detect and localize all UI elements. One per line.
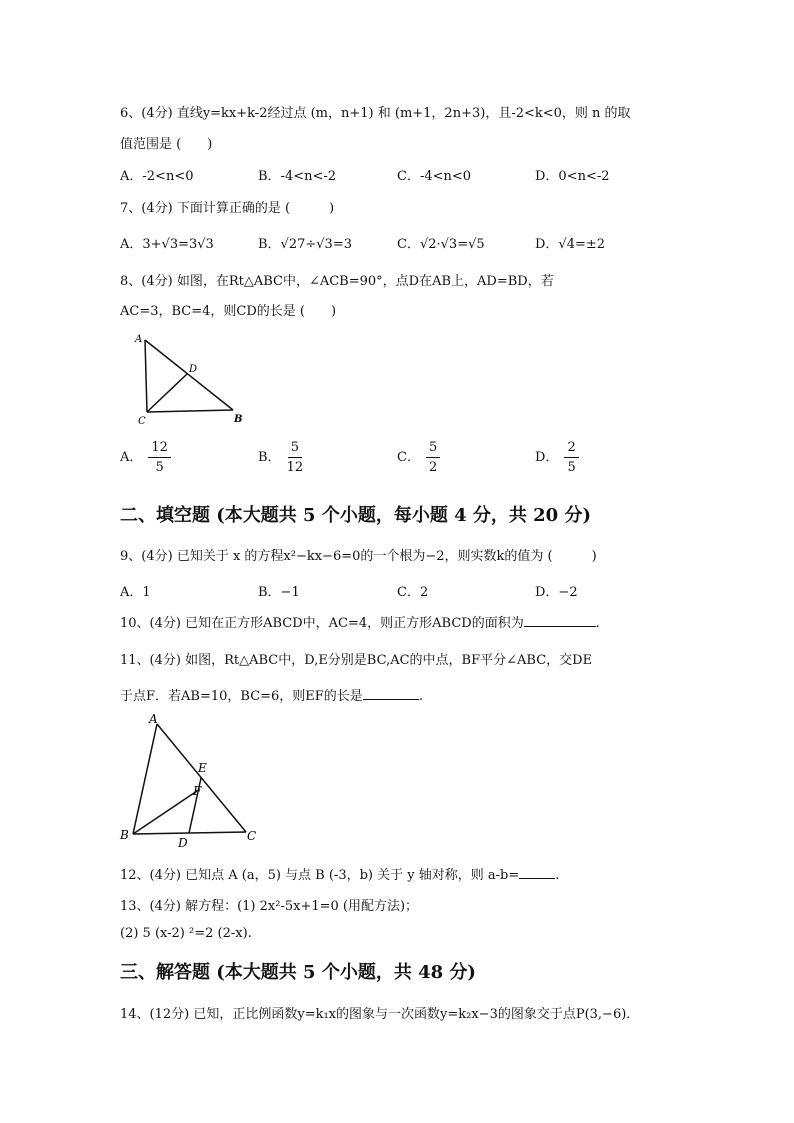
q8-label-b: B (234, 414, 243, 425)
q8-option-d (535, 440, 579, 475)
q12-end: . (555, 868, 560, 883)
q11-label-f: F (193, 784, 202, 798)
q8-triangle-figure (130, 330, 250, 428)
q8-option-c-letter: C． (397, 450, 420, 465)
q8-option-b-letter: B． (258, 450, 281, 465)
q8-option-d-denominator: 5 (567, 460, 576, 475)
q6-option-b: B．-4<n<-2 (258, 169, 337, 184)
q10-answer-blank[interactable] (524, 625, 596, 627)
q12-answer-blank[interactable] (519, 877, 555, 879)
q8-label-d: D (189, 364, 198, 375)
q6-option-c: C．-4<n<0 (397, 169, 472, 184)
q8-option-d-fraction (564, 440, 578, 475)
q7-option-d: D．√4=±2 (535, 237, 606, 252)
q8-option-b-denominator: 12 (286, 460, 304, 475)
q11-end: . (418, 689, 423, 704)
q13-stem: 13、(4分) 解方程：(1) 2x²-5x+1=0 (用配方法)； (120, 899, 419, 914)
q11-side-ac (157, 724, 246, 832)
q8-option-a-letter: A． (120, 450, 143, 465)
q10-stem: 10、(4分) 已知在正方形ABCD中，AC=4，则正方形ABCD的面积为 (120, 616, 524, 631)
q9-stem: 9、(4分) 已知关于 x 的方程x²−kx−6=0的一个根为−2，则实数k的值为 ( ) (120, 549, 597, 564)
q9-option-a: A．1 (120, 585, 151, 600)
q9-option-b: B．−1 (258, 585, 300, 600)
q11-label-b: B (120, 828, 129, 842)
q12-stem: 12、(4分) 已知点 A (a，5) 与点 B (-3，b) 关于 y 轴对称，则 a-b= (120, 868, 520, 883)
q8-option-a (120, 440, 171, 475)
q8-option-a-fraction (148, 440, 171, 475)
q11-side-ab (133, 724, 157, 834)
q8-option-b (258, 440, 303, 475)
q8-option-d-letter: D． (535, 450, 559, 465)
q9-option-d: D．−2 (535, 585, 578, 600)
q8-option-c-numerator: 5 (426, 440, 440, 458)
q8-option-c (397, 440, 440, 475)
q10-end: . (595, 616, 600, 631)
q8-side-cb (147, 410, 233, 412)
q11-label-c: C (247, 829, 257, 843)
q8-option-d-numerator: 2 (564, 440, 578, 458)
q12 (120, 864, 559, 883)
q8-label-c: C (138, 416, 146, 427)
q8-option-a-denominator: 5 (155, 460, 164, 475)
q8-option-b-fraction (287, 440, 304, 475)
q7-option-a: A．3+√3=3√3 (120, 237, 214, 252)
q10 (120, 612, 600, 631)
q11-label-a: A (149, 712, 158, 726)
q11-stem-line2 (120, 685, 423, 704)
q8-option-c-fraction (426, 440, 440, 475)
q8-side-ab (145, 340, 233, 410)
q13-part2: (2) 5 (x-2) ²=2 (2-x). (120, 926, 252, 941)
q7-stem: 7、(4分) 下面计算正确的是 ( ) (120, 201, 335, 216)
q8-segment-cd (147, 374, 187, 412)
q11-answer-blank[interactable] (363, 698, 419, 700)
q6-stem-line1: 6、(4分) 直线y=kx+k-2经过点 (m，n+1) 和 (m+1，2n+3)，且-2<k<0，则 n 的取 (120, 106, 631, 121)
q8-side-ac (145, 340, 147, 412)
q8-option-b-numerator: 5 (288, 440, 302, 458)
q11-triangle-figure (110, 712, 270, 852)
q7-option-b: B．√27÷√3=3 (258, 237, 352, 252)
q8-stem-line1: 8、(4分) 如图，在Rt△ABC中，∠ACB=90°，点D在AB上，AD=BD，若 (120, 274, 554, 289)
q11-segment-bf (133, 791, 197, 834)
q6-option-d: D．0<n<-2 (535, 169, 610, 184)
q6-stem-line2: 值范围是 ( ) (120, 137, 213, 152)
q8-label-a: A (135, 334, 143, 345)
q7-option-c: C．√2·√3=√5 (397, 237, 485, 252)
q11-stem-line1: 11、(4分) 如图，Rt△ABC中，D,E分别是BC,AC的中点，BF平分∠ABC，交DE (120, 653, 593, 668)
q11-stem-text: 于点F．若AB=10，BC=6，则EF的长是 (120, 689, 363, 704)
q11-label-d: D (178, 836, 188, 850)
q8-stem-line2: AC=3，BC=4，则CD的长是 ( ) (120, 304, 337, 319)
q6-option-a: A．-2<n<0 (120, 169, 194, 184)
section-2-heading: 二、填空题 (本大题共 5 个小题，每小题 4 分，共 20 分) (120, 505, 591, 526)
q8-option-c-denominator: 2 (428, 460, 438, 475)
section-3-heading: 三、解答题 (本大题共 5 个小题，共 48 分) (120, 962, 476, 983)
q11-label-e: E (198, 761, 207, 775)
q8-option-a-numerator: 12 (148, 440, 171, 458)
q9-option-c: C．2 (397, 585, 429, 600)
q14-stem: 14、(12分) 已知，正比例函数y=k₁x的图象与一次函数y=k₂x−3的图象交于点P(3,−6)． (120, 1007, 640, 1022)
